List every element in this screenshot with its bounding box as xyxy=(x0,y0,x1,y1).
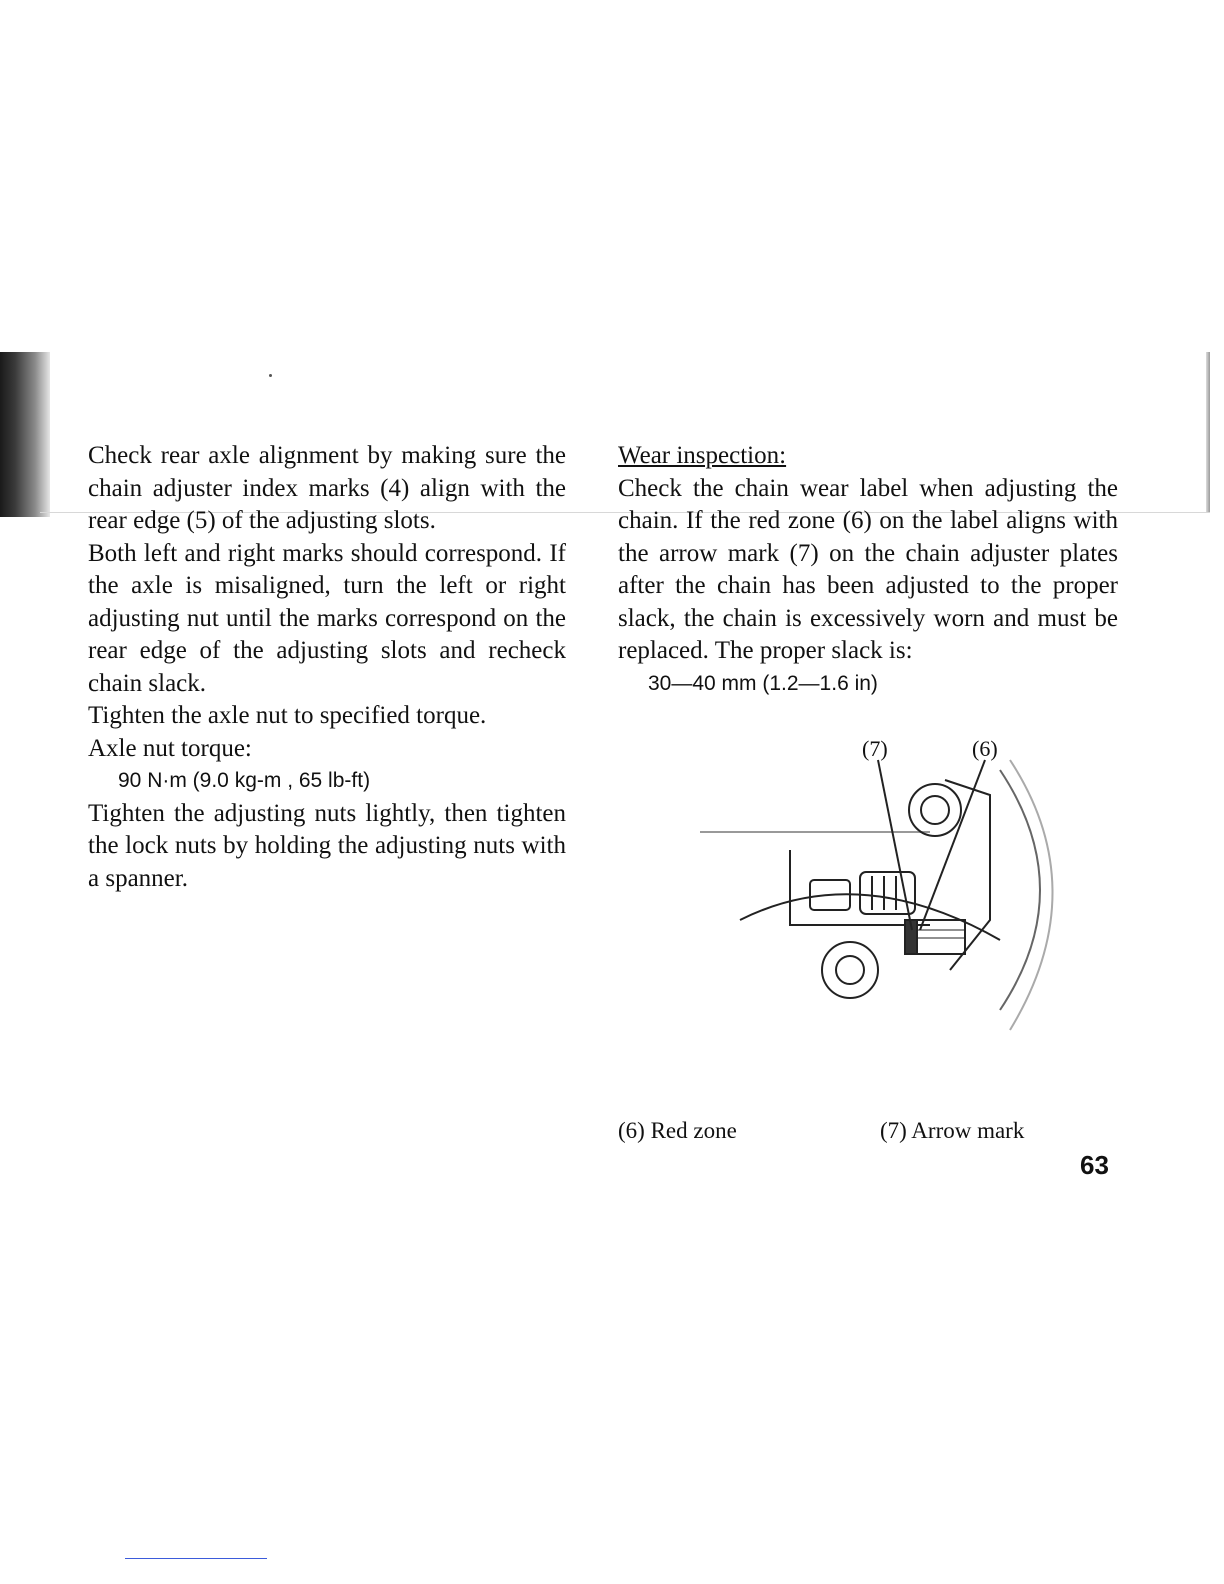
torque-value: 90 N·m (9.0 kg-m , 65 lb-ft) xyxy=(118,769,371,792)
page-number: 63 xyxy=(1080,1150,1109,1180)
caption-arrow-mark: (7) Arrow mark xyxy=(880,1118,1025,1143)
torque-label: Axle nut torque: xyxy=(88,734,252,762)
page-edge xyxy=(1206,352,1210,512)
proper-slack-value: 30—40 mm (1.2—1.6 in) xyxy=(648,671,878,695)
lock-nuts-paragraph: Tighten the adjusting nuts lightly, then tighten the lock nuts by holding the adjusting nuts with a spanner. xyxy=(88,799,566,892)
wear-inspection-body: Check the chain wear label when adjusting the chain. If the red zone (6) on the label aligns with the arrow mark (7) on the chain adjuster plates after the chain has been adjusted to the proper slack, the chain is excessively worn and must be replaced. The proper slack is: xyxy=(618,474,1118,664)
right-column xyxy=(618,440,1118,700)
left-column xyxy=(88,440,566,895)
speck xyxy=(269,374,272,377)
axle-alignment-paragraph: Check rear axle alignment by making sure the chain adjuster index marks (4) align with the rear edge (5) of the adjusting slots. xyxy=(88,442,566,534)
bottom-underline xyxy=(125,1558,267,1559)
marks-correspond-paragraph: Both left and right marks should correspond. If the axle is misaligned, turn the left or right adjusting nut until the marks correspond on the rear edge of the adjusting slots and recheck chain slack. xyxy=(88,539,566,697)
wear-inspection-heading: Wear inspection: xyxy=(618,442,787,469)
callout-7: (7) xyxy=(862,740,888,761)
chain-adjuster-illustration xyxy=(700,740,1100,1050)
callout-6: (6) xyxy=(972,740,998,761)
book-spine-shadow xyxy=(0,352,50,517)
tighten-axle-paragraph: Tighten the axle nut to specified torque. xyxy=(88,702,487,729)
caption-red-zone: (6) Red zone xyxy=(618,1118,737,1143)
